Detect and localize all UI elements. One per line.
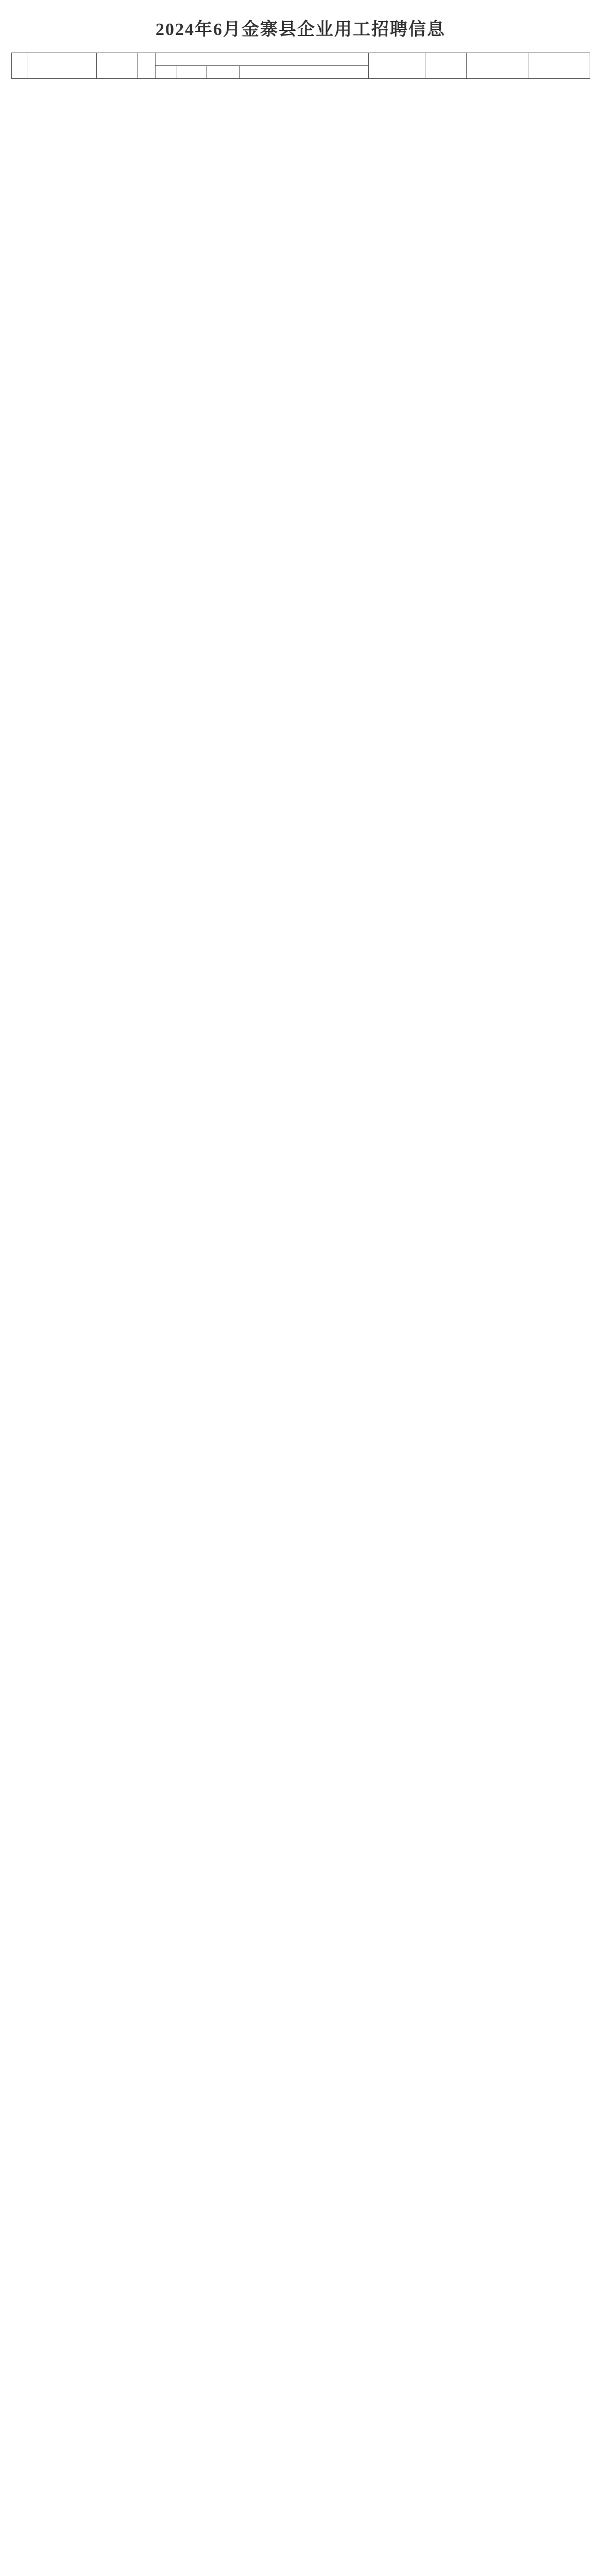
header-gender xyxy=(156,66,177,79)
header-requirements xyxy=(156,53,369,66)
header-other-requirements xyxy=(240,66,369,79)
document-title: 2024年6月金寨县企业用工招聘信息 xyxy=(156,20,445,39)
header-phone xyxy=(467,53,528,79)
recruitment-table xyxy=(11,53,590,79)
header-contact-person xyxy=(425,53,467,79)
table-header xyxy=(12,53,590,79)
header-count xyxy=(138,53,156,79)
header-company xyxy=(27,53,97,79)
header-age xyxy=(207,66,240,79)
header-position xyxy=(97,53,138,79)
header-salary xyxy=(369,53,425,79)
header-education xyxy=(177,66,207,79)
header-index xyxy=(12,53,27,79)
header-address xyxy=(528,53,590,79)
